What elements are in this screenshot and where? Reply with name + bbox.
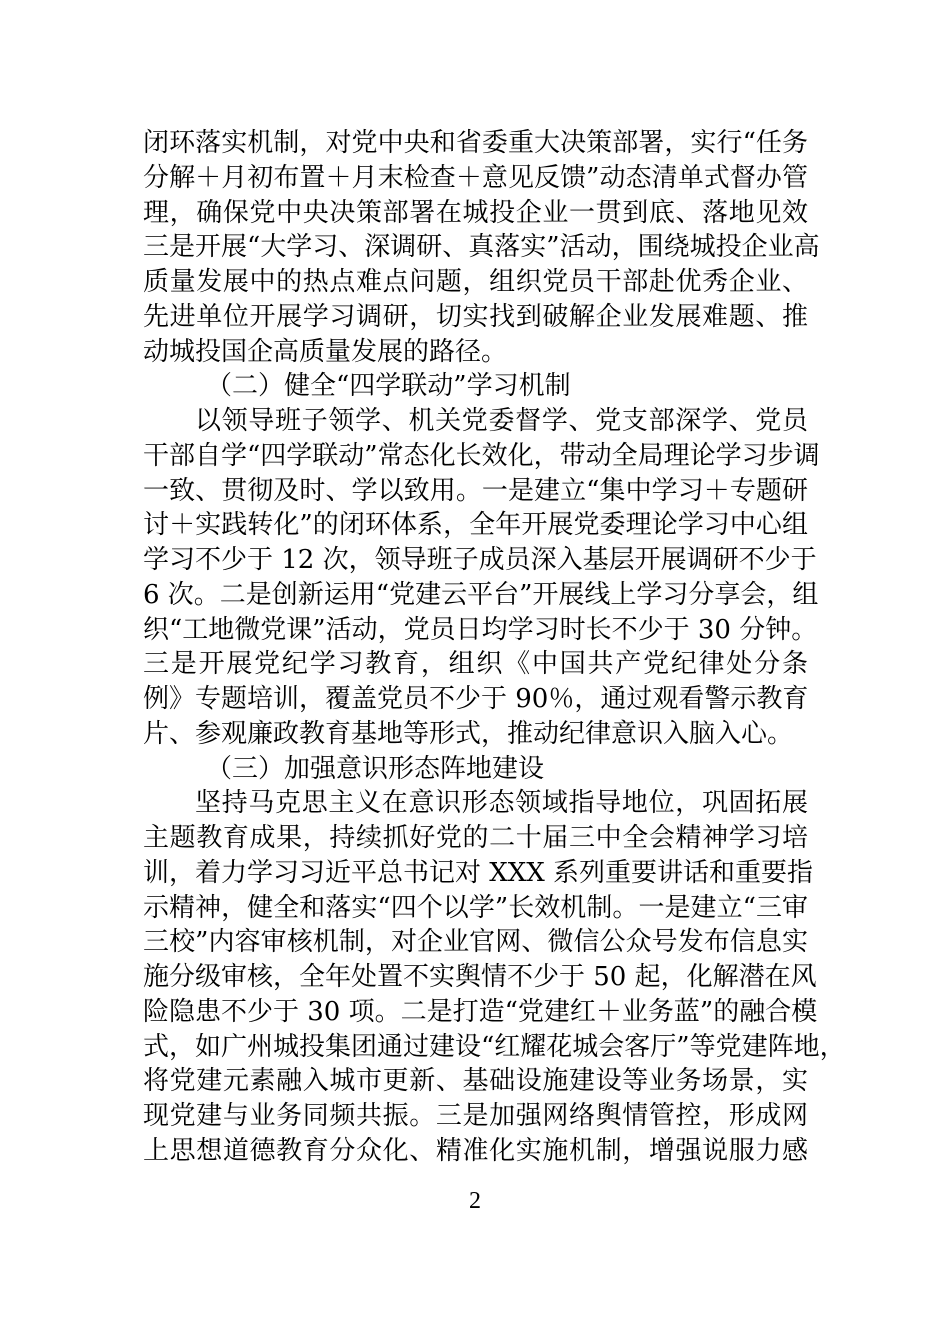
text-line: 三校”内容审核机制，对企业官网、微信公众号发布信息实	[143, 927, 808, 958]
text-line: 理，确保党中央决策部署在城投企业一贯到底、落地见效	[143, 197, 808, 228]
text-line: 示精神，健全和落实“四个以学”长效机制。一是建立“三审	[143, 892, 808, 923]
text-line: 主题教育成果，持续抓好党的二十届三中全会精神学习培	[143, 823, 808, 853]
text-line: 闭环落实机制，对党中央和省委重大决策部署，实行“任务	[143, 128, 808, 158]
text-line: 片、参观廉政教育基地等形式，推动纪律意识入脑入心。	[143, 718, 794, 749]
text-line: 讨＋实践转化”的闭环体系，全年开展党委理论学习中心组	[143, 510, 808, 541]
section-heading: （三）加强意识形态阵地建设	[206, 753, 545, 784]
text-line: 分解＋月初布置＋月末检查＋意见反馈”动态清单式督办管	[143, 162, 808, 193]
text-line: 式，如广州城投集团通过建设“红耀花城会客厅”等党建阵地，	[143, 1031, 846, 1062]
text-line: 将党建元素融入城市更新、基础设施建设等业务场景，实	[143, 1066, 808, 1097]
text-line: 一致、贯彻及时、学以致用。一是建立“集中学习＋专题研	[143, 475, 808, 506]
text-line: 学习不少于 12 次，领导班子成员深入基层开展调研不少于	[143, 545, 817, 575]
page-number: 2	[469, 1188, 481, 1214]
text-line: 质量发展中的热点难点问题，组织党员干部赴优秀企业、	[143, 267, 808, 297]
text-line: 训，着力学习习近平总书记对 XXX 系列重要讲话和重要指	[143, 857, 814, 888]
text-line: 三是开展党纪学习教育，组织《中国共产党纪律处分条	[143, 649, 808, 680]
text-line: 险隐患不少于 30 项。二是打造“党建红＋业务蓝”的融合模	[143, 996, 818, 1027]
text-line: 干部自学“四学联动”常态化长效化，带动全局理论学习步调	[143, 440, 820, 471]
text-line: 坚持马克思主义在意识形态领域指导地位，巩固拓展	[195, 788, 808, 819]
text-line: 动城投国企高质量发展的路径。	[143, 336, 508, 367]
text-line: 例》专题培训，覆盖党员不少于 90％，通过观看警示教育	[143, 684, 809, 714]
text-line: 三是开展“大学习、深调研、真落实”活动，围绕城投企业高	[143, 232, 820, 263]
text-line: 先进单位开展学习调研，切实找到破解企业发展难题、推	[143, 301, 808, 332]
text-line: 现党建与业务同频共振。三是加强网络舆情管控，形成网	[143, 1101, 808, 1131]
section-heading: （二）健全“四学联动”学习机制	[206, 371, 571, 402]
text-line: 施分级审核，全年处置不实舆情不少于 50 起，化解潜在风	[143, 962, 817, 992]
text-line: 织“工地微党课”活动，党员日均学习时长不少于 30 分钟。	[143, 614, 818, 645]
text-line: 上思想道德教育分众化、精准化实施机制，增强说服力感	[143, 1135, 808, 1166]
text-line: 6 次。二是创新运用“党建云平台”开展线上学习分享会，组	[143, 579, 819, 610]
text-line: 以领导班子领学、机关党委督学、党支部深学、党员	[195, 406, 808, 436]
